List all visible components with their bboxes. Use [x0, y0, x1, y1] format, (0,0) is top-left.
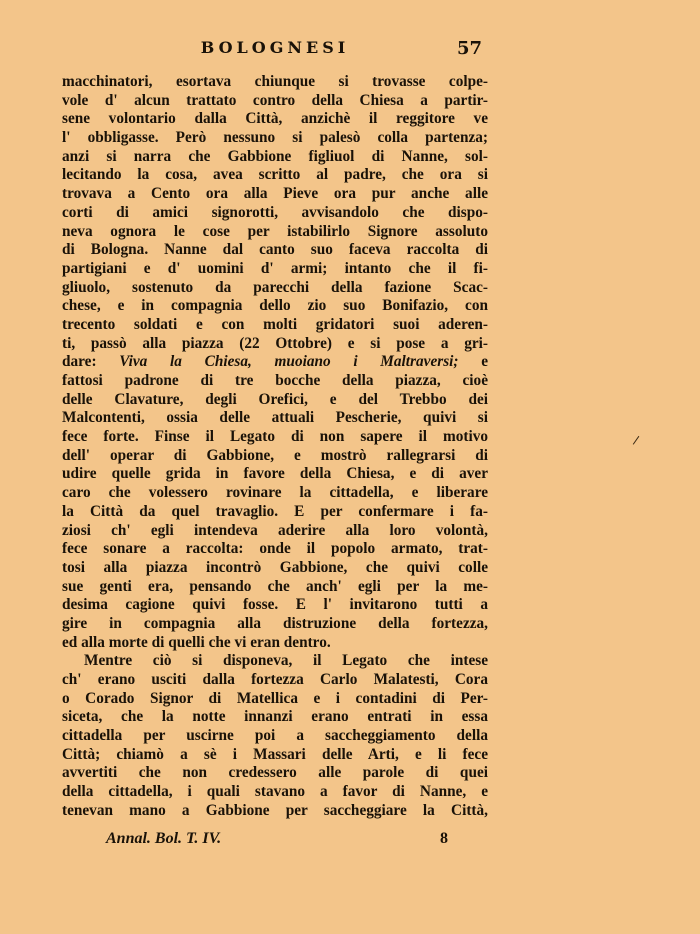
text-line: anzi si narra che Gabbione figliuol di Nanne, sol- [62, 147, 488, 165]
text-line: gire in compagnia alla distruzione della fortezza, [62, 614, 488, 632]
text-line: macchinatori, esortava chiunque si trovasse colpe- [62, 73, 488, 90]
text-line: desima cagione quivi fosse. E l' invitarono tutti a [62, 596, 488, 614]
text-line: lecitando la cosa, avea scritto al padre, che ora si [62, 166, 488, 184]
text-line: caro che volessero rovinare la cittadella, e liberare [62, 484, 488, 502]
sheet-number: 8 [440, 830, 448, 847]
text-line-shout [62, 353, 488, 372]
text-line: delle Clavature, degli Orefici, e del Trebbo dei [62, 390, 488, 408]
text-line: trovava a Cento ora alla Pieve ora pur anche alle [62, 185, 488, 203]
text-line: la Città da quel travaglio. E per confermare i fa- [62, 502, 488, 520]
text-line: fece sonare a raccolta: onde il popolo armato, trat- [62, 540, 488, 558]
text-line: o Corado Signor di Matellica e i contadini di Per- [62, 689, 488, 707]
text-line: udire quelle grida in favore della Chiesa, e di aver [62, 465, 488, 483]
page-number: 57 [456, 38, 482, 59]
text-line: Malcontenti, ossia delle attuali Pescherie, quivi si [62, 409, 488, 427]
shout-italic: Viva la Chiesa, muoiano i Maltraversi; [119, 353, 459, 371]
text-line: fattosi padrone di tre bocche della piazza, cioè [62, 372, 488, 389]
running-head: BOLOGNESI [200, 38, 350, 57]
text-line: trecento soldati e con molti gridatori suoi aderen- [62, 315, 488, 333]
text-line: vole d' alcun trattato contro della Chiesa a partir- [62, 91, 488, 109]
text-line: ed alla morte di quelli che vi eran dentro. [62, 633, 331, 651]
text-line: cittadella per uscirne poi a saccheggiamento della [62, 727, 488, 745]
stray-ink-mark [633, 436, 644, 448]
text-line: tosi alla piazza incontrò Gabbione, che quivi colle [62, 558, 488, 576]
text-line: corti di amici signorotti, avvisandolo che dispo- [62, 203, 488, 221]
text-line: tenevan mano a Gabbione per saccheggiare la Città, [62, 801, 488, 819]
text-line: sene volontario dalla Città, anzichè il reggitore ve [62, 110, 488, 128]
text-line: dell' operar di Gabbione, e mostrò rallegrarsi di [62, 446, 488, 464]
text-line: ziosi ch' egli intendeva aderire alla loro volontà, [62, 521, 488, 539]
text-line-paragraph-start: Mentre ciò si disponeva, il Legato che intese [84, 652, 488, 670]
shout-lead: dare: [62, 353, 97, 371]
page-header [62, 38, 488, 64]
text-line: siceta, che la notte innanzi erano entrati in essa [62, 708, 488, 726]
text-line: ch' erano usciti dalla fortezza Carlo Malatesti, Cora [62, 671, 488, 688]
text-line: della cittadella, i quali stavano a favor di Nanne, e [62, 783, 488, 801]
text-line: partigiani e d' uomini d' armi; intanto che il fi- [62, 259, 488, 277]
page-footer [62, 830, 488, 850]
shout-tail: e [481, 353, 489, 371]
text-line: fece forte. Finse il Legato di non sapere il motivo [62, 428, 488, 446]
text-line: di Bologna. Nanne dal canto suo faceva raccolta di [62, 241, 488, 259]
text-line: Città; chiamò a sè i Massari delle Arti, e li fece [62, 745, 488, 763]
body-text [62, 73, 488, 821]
text-line: neva ognora le cose per istabilirlo Signore assoluto [62, 222, 488, 240]
text-line: gliuolo, sostenuto da parecchi della fazione Scac- [62, 278, 488, 296]
text-line: l' obbligasse. Però nessuno si palesò colla partenza; [62, 129, 488, 147]
text-line: ti, passò alla piazza (22 Ottobre) e si pose a gri- [62, 334, 488, 352]
text-line: chese, e in compagnia dello zio suo Bonifazio, con [62, 297, 488, 315]
text-line: avvertiti che non credessero alle parole di quei [62, 764, 488, 782]
signature-mark: Annal. Bol. T. IV. [106, 830, 222, 847]
text-line: sue genti era, pensando che anch' egli per la me- [62, 577, 488, 595]
